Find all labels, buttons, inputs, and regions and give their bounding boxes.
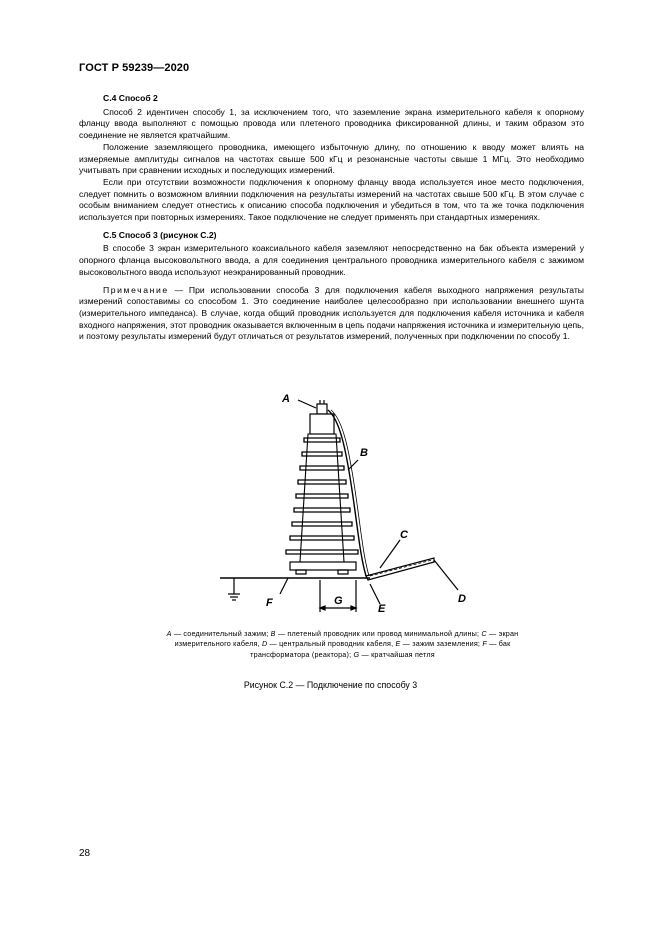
figure-caption: Рисунок С.2 — Подключение по способу 3 [243, 680, 418, 690]
legend-text-d: — центральный проводник кабеля, [267, 639, 396, 649]
insulator-sheds [286, 438, 358, 554]
note-label: Примечание [103, 284, 169, 295]
legend-text-b: — плетеный проводник или провод минимальной длины; [275, 629, 482, 638]
leader-f [280, 578, 288, 594]
legend-text-a: — соединительный зажим; [171, 629, 271, 638]
legend-key-g: G [353, 649, 360, 659]
label-c: C [400, 529, 408, 541]
section-c5-paragraph: В способе 3 экран измерительного коаксиального кабеля заземляют непосредственно на бак объекта измерений у опорного фланца высоковольтного ввода, а для соединения центрального проводника измерительного кабеля с зажимом высоковольтного ввода используют неэкранированный проводник. [79, 243, 584, 277]
leader-a [298, 400, 316, 408]
legend-text-c: — экран измерительного кабеля, [174, 629, 519, 649]
label-g: G [334, 595, 343, 607]
section-c4-title: С.4 Способ 2 [103, 93, 158, 103]
document-body [79, 93, 584, 343]
bushing-connection-diagram [220, 390, 480, 620]
legend-key-f: F [482, 639, 487, 649]
legend-key-b: B [270, 629, 276, 638]
label-b: B [360, 447, 368, 459]
figure-legend [150, 629, 535, 660]
leader-c [380, 540, 400, 568]
leader-e [370, 584, 380, 604]
page-number: 28 [79, 848, 91, 859]
legend-text-e: — зажим заземления; [400, 639, 483, 649]
legend-key-a: A [166, 629, 172, 638]
note-text: — При использовании способа 3 для подключения кабеля выходного напряжения результаты измерений сопоставимы со способом 1. Это соединение наиболее целесообразно при использовании внешнего шунта (измерительного импеданса). В случае, когда общий проводник используется для подключения кабеля источника и кабеля входного напряжения, этот проводник оказывается включенным в цепь подачи напряжения источника и измерительную цепь, и поэтому результаты измерений будут отличаться от результатов измерений, полученных при подключении по способу 1. [79, 284, 584, 342]
section-c4-paragraph-3: Если при отсутствии возможности подключения к опорному фланцу ввода используется иное место подключения, следует помнить о возможном влиянии подключения на результаты измерений на частотах свыше 500 кГц. В этом случае с особым вниманием следует отнестись к описанию способа подключения и убедиться в том, что та же точка подключения используется при повторных измерениях. Такое подключение не следует применять при стандартных измерениях. [79, 176, 584, 223]
label-a: A [282, 393, 290, 405]
note-paragraph [79, 285, 584, 344]
label-d: D [458, 593, 466, 605]
section-c4-paragraph-2: Положение заземляющего проводника, имеющего избыточную длину, по отношению к вводу может влиять на измеряемые амплитуды сигналов на частотах свыше 500 кГц и резонансные частоты свыше 1 МГц. Это необходимо учитывать при сравнении исходных и последующих измерений. [79, 141, 584, 176]
section-c4-paragraph-1: Способ 2 идентичен способу 1, за исключением того, что заземление экрана измерительного кабеля к опорному фланцу ввода выполняют с помощью провода или плетеного проводника фиксированной длины, и таким образом это соединение не является кратчайшим. [79, 106, 584, 141]
terminal-clamp [317, 404, 327, 414]
section-c5-title: С.5 Способ 3 (рисунок С.2) [103, 229, 217, 240]
leader-b [348, 460, 358, 470]
label-e: E [378, 603, 386, 615]
legend-key-e: E [395, 639, 401, 649]
legend-key-c: C [481, 629, 487, 638]
leader-d [434, 560, 458, 590]
document-header: ГОСТ Р 59239—2020 [79, 62, 190, 74]
legend-text-f: — бак трансформатора (реактора); [250, 639, 511, 659]
label-f: F [266, 597, 273, 609]
legend-text-g: — кратчайшая петля [359, 649, 435, 659]
legend-key-d: D [261, 639, 268, 649]
